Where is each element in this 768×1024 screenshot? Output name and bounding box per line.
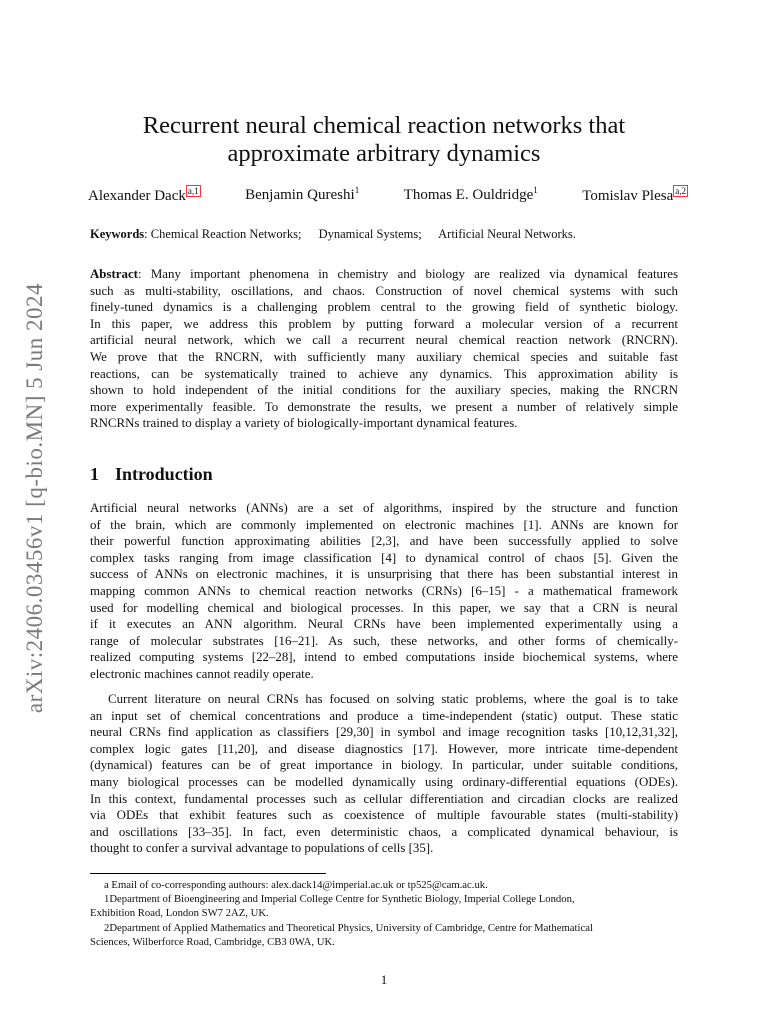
author-affiliation: 1 xyxy=(533,185,538,195)
abstract-line: more experimentally feasible. To demonstrate the results, we present a number of relatively simple xyxy=(90,399,678,414)
author: Alexander Dack $^{a,1}$ xyxy=(88,186,199,204)
author: Tomislav Plesa $^{a,2}$ xyxy=(582,186,686,204)
footnote-affiliation-2: 2Department of Applied Mathematics and Theoretical Physics, University of Cambridge, Centre for Mathematical xyxy=(104,921,593,934)
text-line: realized computing systems [22–28], intend to embed computations inside biochemical systems, where xyxy=(90,650,678,665)
text-line: thought to confer a survival advantage to populations of cells [35]. xyxy=(90,841,434,856)
text-line: complex logic gates [11,20], and disease diagnostics [17]. However, more intricate time-dependent xyxy=(90,741,678,756)
abstract-line: RNCRNs trained to display a variety of biologically-important dynamical features. xyxy=(90,416,518,431)
abstract-line: finely-tuned dynamics is a challenging problem central to the growing field of synthetic biology. xyxy=(90,300,678,315)
title-line-1: Recurrent neural chemical reaction networks that xyxy=(142,112,626,139)
text-line: their powerful function approximating abilities [2,3], and have been successfully applied to solve xyxy=(90,534,678,549)
text-line: if it executes an ANN algorithm. Neural CRNs have been implemented experimentally using a xyxy=(90,617,678,632)
keywords-label: Keywords xyxy=(90,227,145,241)
author-affiliation-link[interactable]: a,1 xyxy=(187,186,199,196)
text-line: Artificial neural networks (ANNs) are a set of algorithms, inspired by the structure and function xyxy=(90,501,678,515)
title-line-2: approximate arbitrary dynamics xyxy=(227,140,541,167)
author-list xyxy=(88,185,688,205)
text-line: In this context, fundamental processes such as cellular differentiation and circadian clocks are realized xyxy=(90,791,678,806)
abstract-line: We prove that the RNCRN, with sufficiently many auxiliary chemical species and suitable fast xyxy=(90,349,678,364)
section-heading xyxy=(90,464,213,485)
text-line: an input set of chemical concentrations and produce a time-independent (static) output. These static xyxy=(90,708,678,723)
abstract-line: shown to hold independent of the initial conditions for the auxiliary species, making the RNCRN xyxy=(90,383,678,398)
text-line: mapping common ANNs to chemical reaction networks (CRNs) [6–15] - a mathematical framework xyxy=(90,583,678,598)
paper-title xyxy=(90,112,678,168)
footnote-divider xyxy=(90,873,326,874)
abstract-label: Abstract xyxy=(90,267,138,281)
abstract-line: In this paper, we address this problem by putting forward a molecular version of a recurrent xyxy=(90,316,678,331)
text-line: used for modelling chemical and biological processes. In this paper, we say that a CRN is neural xyxy=(90,600,678,615)
text-line: complex tasks ranging from image classification [4] to dynamical control of chaos [5]. Given the xyxy=(90,550,678,565)
keyword: Dynamical Systems; xyxy=(318,227,422,241)
intro-paragraph-2 xyxy=(90,691,678,857)
footnote-affiliation-2-cont: Sciences, Wilberforce Road, Cambridge, CB3 0WA, UK. xyxy=(90,935,335,948)
author-affiliation: 1 xyxy=(354,185,360,195)
abstract-line: such as multi-stability, oscillations, and chaos. Construction of novel chemical systems with such xyxy=(90,283,678,298)
abstract-line: artificial neural network, which we call a recurrent neural chemical reaction network (RNCRN). xyxy=(90,333,678,348)
text-line: (dynamical) features can be of great importance in biology. In particular, under suitable conditions, xyxy=(90,758,678,773)
footnote-affiliation-1-cont: Exhibition Road, London SW7 2AZ, UK. xyxy=(90,907,269,920)
footnote-email: a Email of co-corresponding authours: alex.dack14@imperial.ac.uk or tp525@cam.ac.uk. xyxy=(104,879,488,891)
arxiv-identifier: arXiv:2406.03456v1 [q-bio.MN] 5 Jun 2024 xyxy=(22,282,47,714)
text-line: of the brain, which are commonly implemented on electronic machines [1]. ANNs are known for xyxy=(90,517,678,532)
abstract-line: : Many important phenomena in chemistry and biology are realized via dynamical features xyxy=(137,267,678,281)
keyword: Artificial Neural Networks. xyxy=(438,227,576,241)
intro-paragraph-1 xyxy=(90,500,678,683)
text-line: Current literature on neural CRNs has focused on solving static problems, where the goal is to take xyxy=(108,692,678,706)
footnotes xyxy=(90,878,680,949)
text-line: success of ANNs on electronic machines, it is unsurprising that there has been substantial interest in xyxy=(90,567,678,582)
section-title: Introduction xyxy=(115,464,213,484)
text-line: and oscillations [33–35]. In fact, even deterministic chaos, a complicated dynamical behaviour, is xyxy=(90,824,678,839)
text-line: neural CRNs find application as classifiers [29,30] in symbol and image recognition tasks [10,12,31,32], xyxy=(90,725,678,740)
abstract-line: reactions, can be systematically trained to achieve any dynamics. This approximation ability is xyxy=(90,366,678,381)
text-line: electronic machines cannot readily operate. xyxy=(90,666,314,681)
keywords: Keywords: Chemical Reaction Networks; Dynamical Systems; Artificial Neural Networks. xyxy=(90,227,576,241)
author-affiliation-link[interactable]: a,2 xyxy=(675,186,686,196)
author: Benjamin Qureshi$^1$ xyxy=(245,185,360,203)
author: Thomas E. Ouldridge$^1$ xyxy=(403,185,538,203)
text-line: via ODEs that exhibit features such as coexistence of multiple favourable states (multi-stability) xyxy=(90,808,678,823)
footnote-affiliation-1: 1Department of Bioengineering and Imperial College Centre for Synthetic Biology, Imperial College London, xyxy=(104,893,575,906)
keyword: Chemical Reaction Networks; xyxy=(150,227,302,241)
section-number: 1 xyxy=(90,464,99,484)
text-line: range of molecular substrates [16–21]. As such, these networks, and other forms of chemically- xyxy=(90,633,678,648)
page-number: 1 xyxy=(380,972,388,987)
text-line: many biological processes can be modelled dynamically using ordinary-differential equations (ODEs). xyxy=(90,774,678,789)
abstract xyxy=(90,266,678,432)
